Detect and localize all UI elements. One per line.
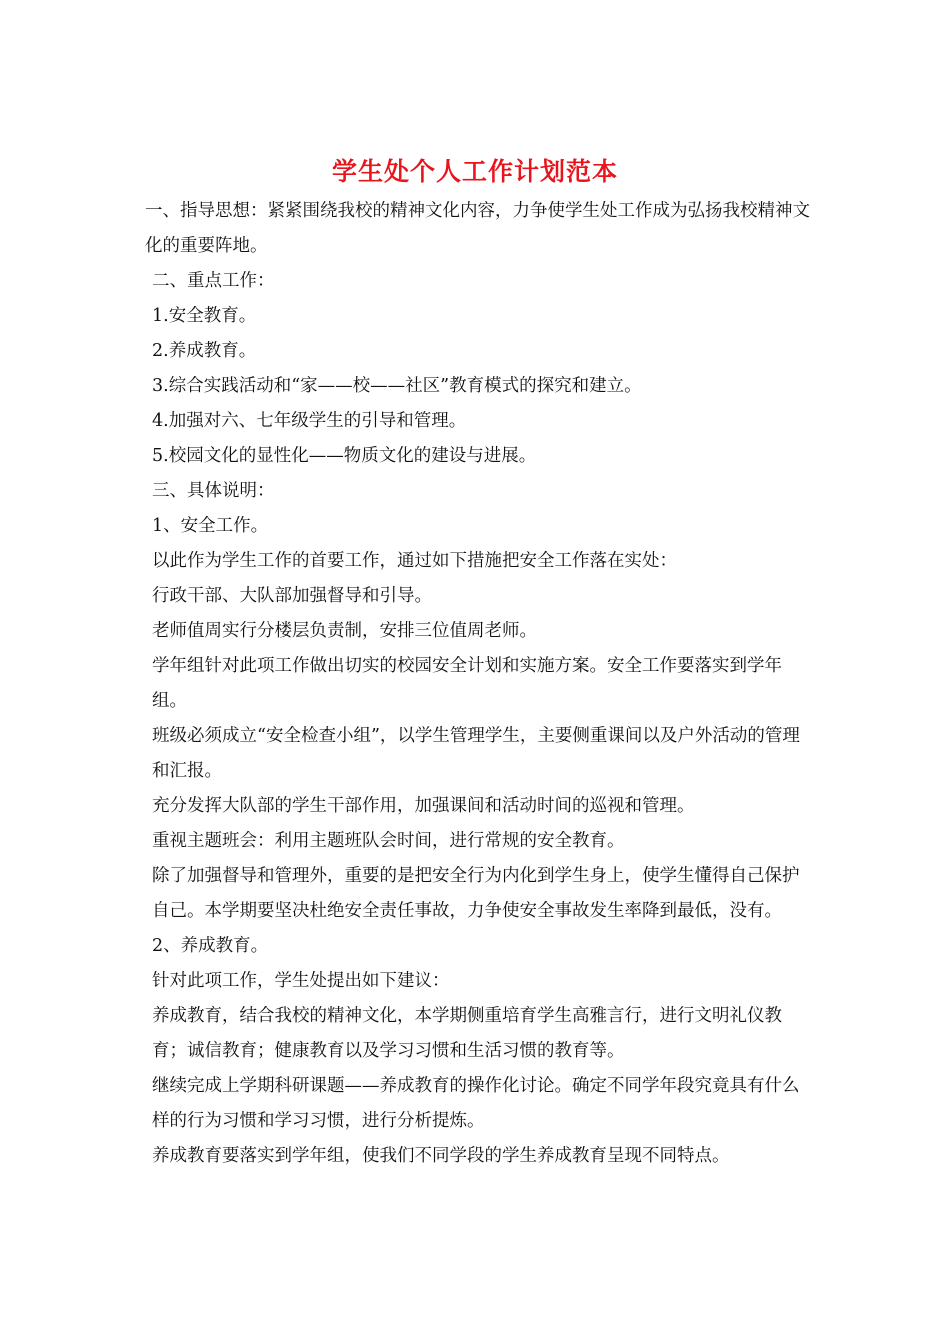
paragraph: 1.安全教育。 — [152, 306, 257, 326]
paragraph: 5.校园文化的显性化——物质文化的建设与进展。 — [152, 446, 537, 466]
paragraph: 2.养成教育。 — [152, 341, 257, 361]
paragraph: 养成教育，结合我校的精神文化，本学期侧重培育学生高雅言行，进行文明礼仪教育；诚信教育；健康教育以及学习习惯和生活习惯的教育等。 — [152, 1006, 782, 1061]
paragraph: 针对此项工作，学生处提出如下建议： — [152, 971, 450, 991]
paragraph: 老师值周实行分楼层负责制，安排三位值周老师。 — [152, 621, 537, 641]
document-body — [145, 194, 810, 1174]
paragraph: 1、安全工作。 — [152, 516, 269, 536]
paragraph: 重视主题班会：利用主题班队会时间，进行常规的安全教育。 — [152, 831, 625, 851]
document-title: 学生处个人工作计划范本 — [331, 157, 618, 186]
paragraph: 二、重点工作： — [152, 271, 275, 291]
paragraph: 行政干部、大队部加强督导和引导。 — [152, 586, 432, 606]
paragraph: 三、具体说明： — [152, 481, 275, 501]
paragraph: 以此作为学生工作的首要工作，通过如下措施把安全工作落在实处： — [152, 551, 677, 571]
paragraph: 4.加强对六、七年级学生的引导和管理。 — [152, 411, 467, 431]
paragraph: 除了加强督导和管理外，重要的是把安全行为内化到学生身上，使学生懂得自己保护自己。本学期要坚决杜绝安全责任事故，力争使安全事故发生率降到最低，没有。 — [152, 866, 800, 921]
paragraph: 学年组针对此项工作做出切实的校园安全计划和实施方案。安全工作要落实到学年组。 — [152, 656, 782, 711]
paragraph: 一、指导思想：紧紧围绕我校的精神文化内容，力争使学生处工作成为弘扬我校精神文化的重要阵地。 — [145, 201, 810, 256]
paragraph: 3.综合实践活动和“家——校——社区”教育模式的探究和建立。 — [152, 376, 642, 396]
paragraph: 班级必须成立“安全检查小组”，以学生管理学生，主要侧重课间以及户外活动的管理和汇报。 — [152, 726, 800, 781]
paragraph: 2、养成教育。 — [152, 936, 269, 956]
paragraph: 继续完成上学期科研课题——养成教育的操作化讨论。确定不同学年段究竟具有什么样的行为习惯和学习习惯，进行分析提炼。 — [152, 1076, 800, 1131]
paragraph: 养成教育要落实到学年组，使我们不同学段的学生养成教育呈现不同特点。 — [152, 1146, 730, 1166]
paragraph: 充分发挥大队部的学生干部作用，加强课间和活动时间的巡视和管理。 — [152, 796, 695, 816]
